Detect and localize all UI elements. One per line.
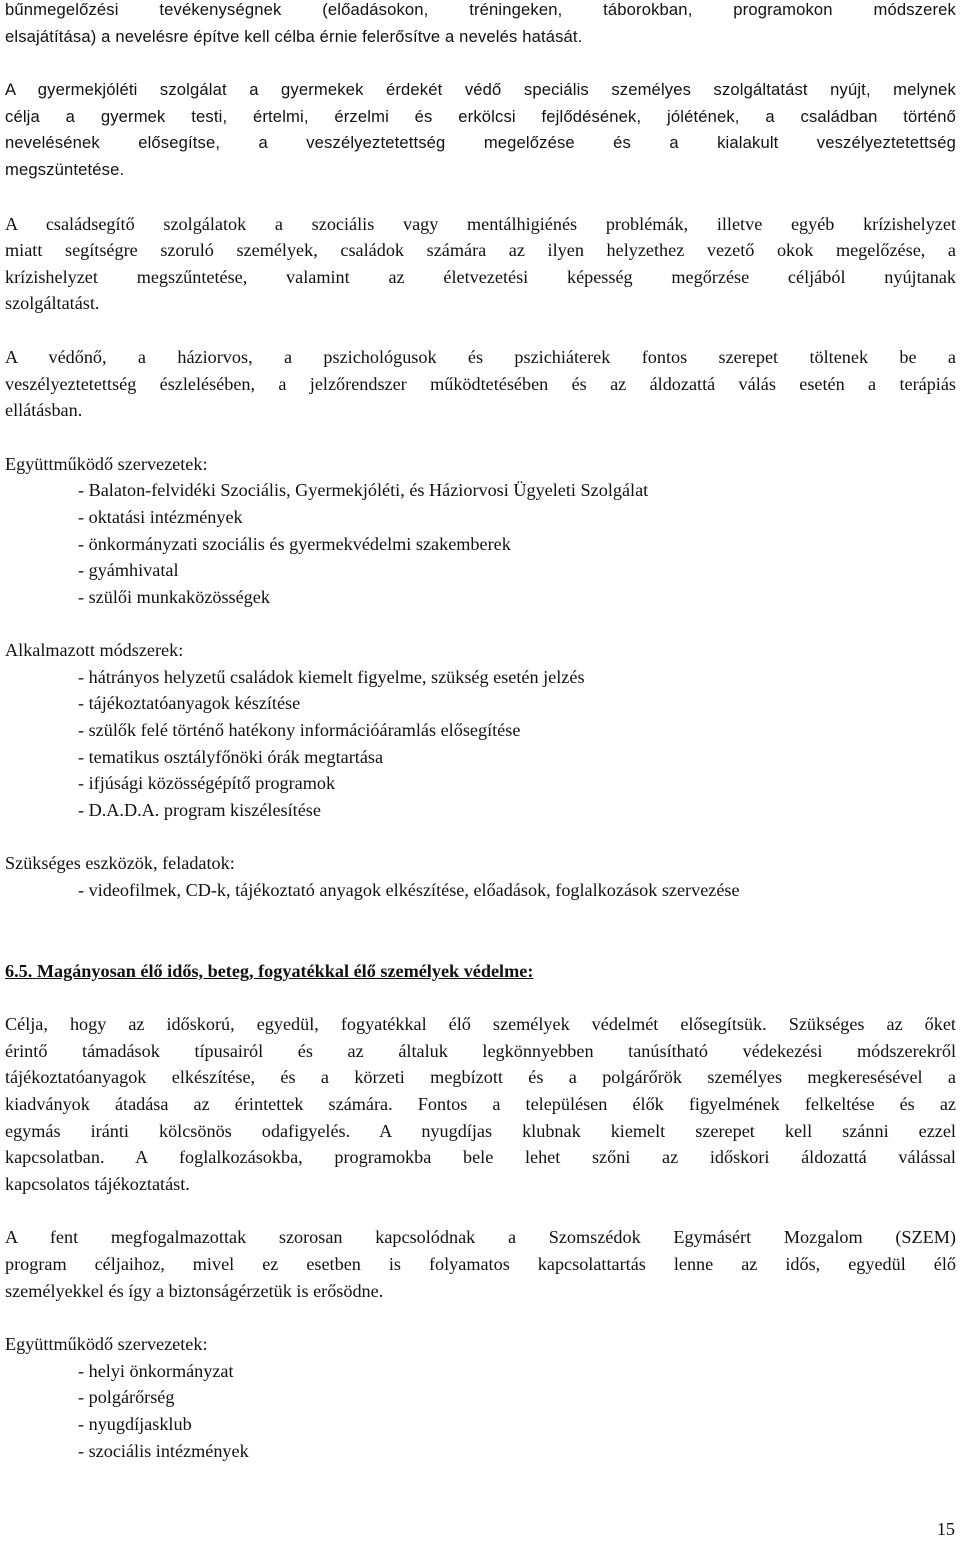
methods-label: Alkalmazott módszerek: — [5, 640, 184, 661]
text-line: egymás iránti kölcsönös odafigyelés. A nyugdíjas klubnak kiemelt szerepet kell szánni ezzel — [5, 1120, 956, 1141]
text-line: kapcsolatos tájékoztatást. — [5, 1173, 190, 1194]
list-item: - D.A.D.A. program kiszélesítése — [78, 799, 321, 820]
text-line: célja a gyermek testi, értelmi, érzelmi és erkölcsi fejlődésének, jólétének, a családban történő — [5, 106, 956, 126]
vedono-paragraph — [5, 344, 956, 424]
partners-section-2 — [5, 1331, 956, 1464]
text-line: program céljaihoz, mivel ez esetben is folyamatos kapcsolattartás lenne az idős, egyedül élő — [5, 1253, 956, 1274]
partners-list — [5, 477, 956, 610]
text-line: veszélyeztetettség észlelésében, a jelzőrendszer működtetésében és az áldozattá válás esetén a terápiás — [5, 373, 956, 394]
list-item: - polgárőrség — [78, 1387, 175, 1408]
text-line: személyekkel és így a biztonságérzetük is erősödne. — [5, 1280, 384, 1301]
text-line: elsajátítása) a nevelésre építve kell célba érnie felerősítve a nevelés hatását. — [5, 26, 583, 46]
text-line: nevelésének elősegítse, a veszélyeztetettség megelőzése és a kialakult veszélyeztetettség — [5, 133, 956, 153]
list-item: - ifjúsági közösségépítő programok — [78, 773, 336, 794]
list-item: - szülői munkaközösségek — [78, 586, 270, 607]
text-line: ellátásban. — [5, 400, 83, 421]
list-item: - gyámhivatal — [78, 560, 179, 581]
list-item: - Balaton-felvidéki Szociális, Gyermekjóléti, és Háziorvosi Ügyeleti Szolgálat — [78, 480, 649, 501]
text-line: Célja, hogy az időskorú, egyedül, fogyatékkal élő személyek védelmét elősegítsük. Szükséges az őket — [5, 1014, 956, 1035]
list-item: - tematikus osztályfőnöki órák megtartása — [78, 746, 384, 767]
text-line: A családsegítő szolgálatok a szociális vagy mentálhigiénés problémák, illetve egyéb krízishelyzet — [5, 213, 956, 234]
section-title-text: Magányosan élő idős, beteg, fogyatékkal élő személyek védelme: — [36, 960, 534, 981]
text-line: megszüntetése. — [5, 159, 125, 179]
text-line: kapcsolatban. A foglalkozásokba, programokba bele lehet szőni az időskori áldozattá válással — [5, 1147, 956, 1168]
document-page — [5, 0, 956, 1464]
partners-label: Együttműködő szervezetek: — [5, 453, 208, 474]
list-item: - szülők felé történő hatékony információáramlás elősegítése — [78, 720, 521, 741]
page-number: 15 — [936, 1519, 955, 1539]
text-line: krízishelyzet megszűntetése, valamint az életvezetési képesség megőrzése céljából nyújtanak — [5, 266, 956, 287]
list-item: - önkormányzati szociális és gyermekvédelmi szakemberek — [78, 533, 511, 554]
text-line: szolgáltatást. — [5, 293, 100, 314]
section-heading — [5, 958, 956, 985]
methods-list — [5, 664, 956, 824]
text-line: tájékoztatóanyagok elkészítése, és a körzeti megbízott és a polgárőrök személyes megkeresésével a — [5, 1067, 956, 1088]
tools-list — [5, 877, 956, 904]
tools-label: Szükséges eszközök, feladatok: — [5, 853, 235, 874]
methods-section — [5, 637, 956, 823]
partners-section-1 — [5, 451, 956, 611]
text-line: A fent megfogalmazottak szorosan kapcsolódnak a Szomszédok Egymásért Mozgalom (SZEM) — [5, 1227, 956, 1248]
list-item: - hátrányos helyzetű családok kiemelt figyelme, szükség esetén jelzés — [78, 666, 585, 687]
csaladsegito-paragraph — [5, 211, 956, 317]
list-item: - tájékoztatóanyagok készítése — [78, 693, 301, 714]
text-line: A gyermekjóléti szolgálat a gyermekek érdekét védő speciális személyes szolgáltatást nyújt, melynek — [5, 80, 956, 100]
text-line: kiadványok átadása az érintettek számára. Fontos a településen élők figyelmének felkeltése és az — [5, 1094, 956, 1114]
szem-paragraph — [5, 1224, 956, 1304]
list-item: - nyugdíjasklub — [78, 1413, 192, 1434]
list-item: - szociális intézmények — [78, 1440, 249, 1461]
partners-label: Együttműködő szervezetek: — [5, 1334, 208, 1355]
list-item: - videofilmek, CD-k, tájékoztató anyagok elkészítése, előadások, foglalkozások szervezése — [78, 880, 740, 901]
list-item: - oktatási intézmények — [78, 506, 243, 527]
tools-section — [5, 850, 956, 903]
text-line: A védőnő, a háziorvos, a pszichológusok és pszichiáterek fontos szerepet töltenek be a — [5, 346, 956, 367]
text-line: érintő támadások típusairól és az általuk legkönnyebben tanúsítható védekezési módszerekről — [5, 1040, 956, 1061]
gyermekjoleti-paragraph — [5, 77, 956, 183]
list-item: - helyi önkormányzat — [78, 1360, 234, 1381]
celja-paragraph — [5, 1011, 956, 1197]
text-line: bűnmegelőzési tevékenységnek (előadásokon, tréningeken, táborokban, programokon módszerek — [5, 0, 956, 19]
partners-list — [5, 1358, 956, 1464]
intro-paragraph — [5, 0, 956, 50]
text-line: miatt segítségre szoruló személyek, családok számára az ilyen helyzethez vezető okok megelőzése, a — [5, 240, 956, 261]
section-number: 6.5. — [5, 960, 33, 981]
